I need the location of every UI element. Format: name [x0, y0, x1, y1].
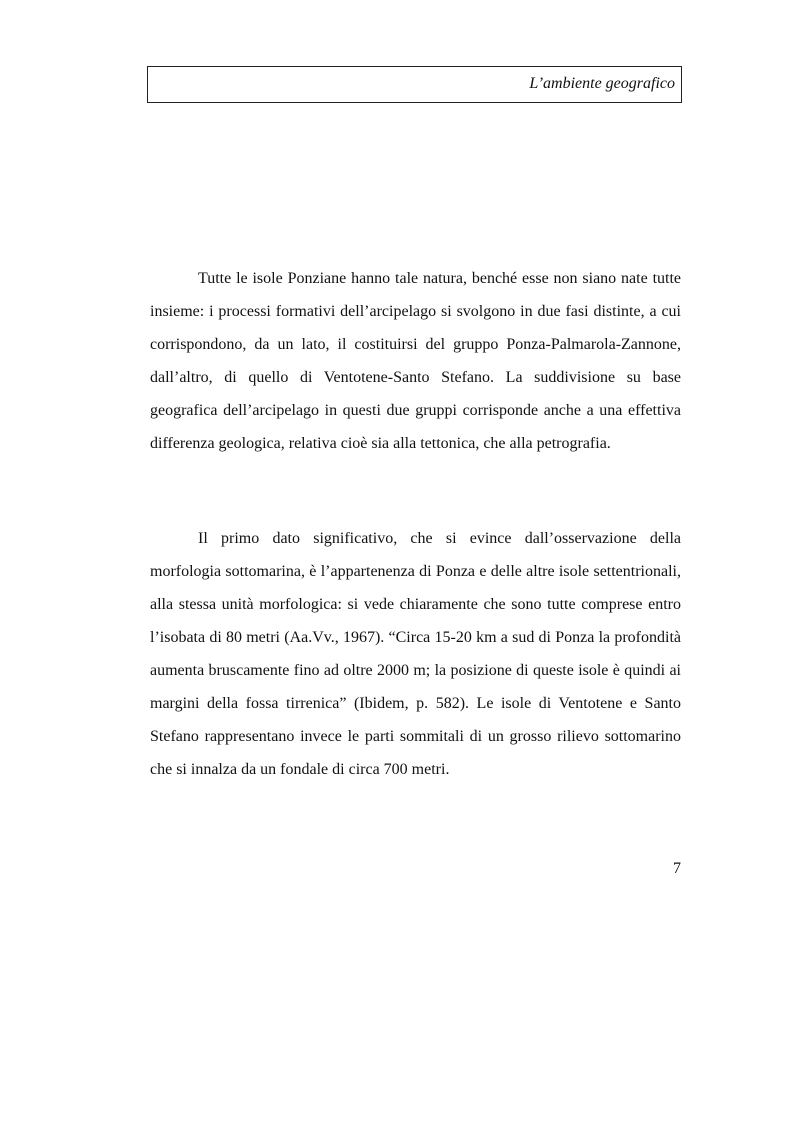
body-paragraph-2: Il primo dato significativo, che si evince dall’osservazione della morfologia sottomarina, è l’appartenenza di Ponza e delle altre isole settentrionali, alla stessa unità morfologica: si vede chiaramente che sono tutte comprese entro l’isobata di 80 metri (Aa.Vv., 1967). “Circa 15-20 km a sud di Ponza la profondità aumenta bruscamente fino ad oltre 2000 m; la posizione di queste isole è quindi ai margini della fossa tirrenica” (Ibidem, p. 582). Le isole di Ventotene e Santo Stefano rappresentano invece le parti sommitali di un grosso rilievo sottomarino che si innalza da un fondale di circa 700 metri.	[150, 530, 681, 778]
running-header-title: L’ambiente geografico	[529, 75, 675, 92]
running-header	[147, 66, 682, 103]
body-paragraph-1: Tutte le isole Ponziane hanno tale natura, benché esse non siano nate tutte insieme: i processi formativi dell’arcipelago si svolgono in due fasi distinte, a cui corrispondono, da un lato, il costituirsi del gruppo Ponza-Palmarola-Zannone, dall’altro, di quello di Ventotene-Santo Stefano. La suddivisione su base geografica dell’arcipelago in questi due gruppi corrisponde anche a una effettiva differenza geologica, relativa cioè sia alla tettonica, che alla petrografia.	[150, 270, 681, 452]
page-number: 7	[673, 860, 681, 877]
